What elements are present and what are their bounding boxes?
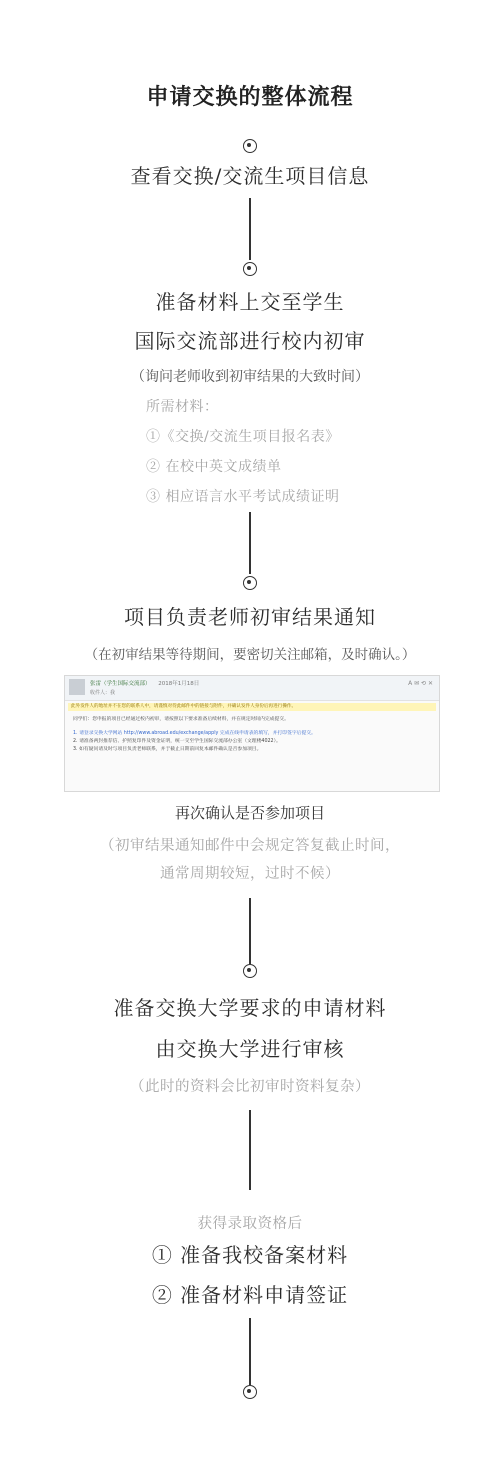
email-screenshot xyxy=(64,675,440,792)
material-item: ①《交换/交流生项目报名表》 xyxy=(146,429,340,445)
reply-deadline-note-line2: 通常周期较短，过时不候） xyxy=(160,866,340,882)
timeline-node xyxy=(243,576,257,590)
email-toolbar-icons: A ✉ ⟲ ✕ xyxy=(408,680,433,687)
timeline-line xyxy=(249,898,251,964)
materials-list xyxy=(146,394,340,510)
step-initial-review-result: 项目负责老师初审结果通知 xyxy=(124,605,376,629)
email-header xyxy=(65,676,439,701)
timeline-line xyxy=(249,198,251,260)
timeline-line xyxy=(249,1318,251,1385)
timeline-line xyxy=(249,1110,251,1190)
reply-deadline-note-line1: （初审结果通知邮件中会规定答复截止时间， xyxy=(100,838,400,854)
materials-label: 所需材料： xyxy=(146,399,219,415)
page-title: 申请交换的整体流程 xyxy=(146,84,354,110)
timeline-node xyxy=(243,262,257,276)
avatar xyxy=(69,679,85,695)
email-recipient: 收件人：我 xyxy=(90,690,116,696)
email-body-line: 3. 如有疑问请及时与项目负责老师联系，并于截止日期前回复本邮件确认是否参加项目。 xyxy=(73,747,262,752)
confirm-participation: 再次确认是否参加项目 xyxy=(174,804,325,822)
material-item: ② 在校中英文成绩单 xyxy=(146,459,282,475)
step-filing-materials: ① 准备我校备案材料 xyxy=(151,1243,349,1267)
step-prepare-materials-note: （询问老师收到初审结果的大致时间） xyxy=(131,369,369,385)
email-body xyxy=(73,716,433,754)
timeline-node xyxy=(243,139,257,153)
timeline-node xyxy=(243,1385,257,1399)
timeline-line xyxy=(249,512,251,574)
email-body-line: 2. 请准备两封推荐信、护照复印件及资金证明，统一交至学生国际交流部办公室（文理楼4022）。 xyxy=(73,739,281,744)
timeline-node xyxy=(243,964,257,978)
step-host-university-materials-line1: 准备交换大学要求的申请材料 xyxy=(113,996,387,1020)
email-sender: 张雷（学生国际交流部） xyxy=(90,681,151,687)
email-date: 2018年1月18日 xyxy=(158,681,200,687)
step-visa-application: ② 准备材料申请签证 xyxy=(151,1283,349,1307)
step-initial-review-note: （在初审结果等待期间，要密切关注邮箱，及时确认。） xyxy=(84,647,416,663)
after-admission-label: 获得录取资格后 xyxy=(197,1216,303,1232)
email-body-line: 同学们：您申报的项目已经通过校内初审，请按照以下要求准备后续材料，并在规定时间内完成提交。 xyxy=(73,717,289,722)
material-item: ③ 相应语言水平考试成绩证明 xyxy=(146,489,340,505)
step-view-program-info: 查看交换/交流生项目信息 xyxy=(130,164,370,188)
step-host-university-materials-line2: 由交换大学进行审核 xyxy=(155,1037,345,1061)
step-host-university-note: （此时的资料会比初审时资料复杂） xyxy=(130,1079,370,1095)
step-prepare-materials-line2: 国际交流部进行校内初审 xyxy=(134,329,366,353)
email-body-line: 1. 请登录交换大学网站 http://www.abroad.edu/exchange/apply 完成在线申请表的填写，并打印签字后提交。 xyxy=(73,731,316,736)
step-prepare-materials-line1: 准备材料上交至学生 xyxy=(155,290,345,314)
email-warning-banner: 此外发件人的地址并不在您的联系人中，请谨慎对待此邮件中的链接与附件，并确认发件人身份后再进行操作。 xyxy=(68,703,436,711)
